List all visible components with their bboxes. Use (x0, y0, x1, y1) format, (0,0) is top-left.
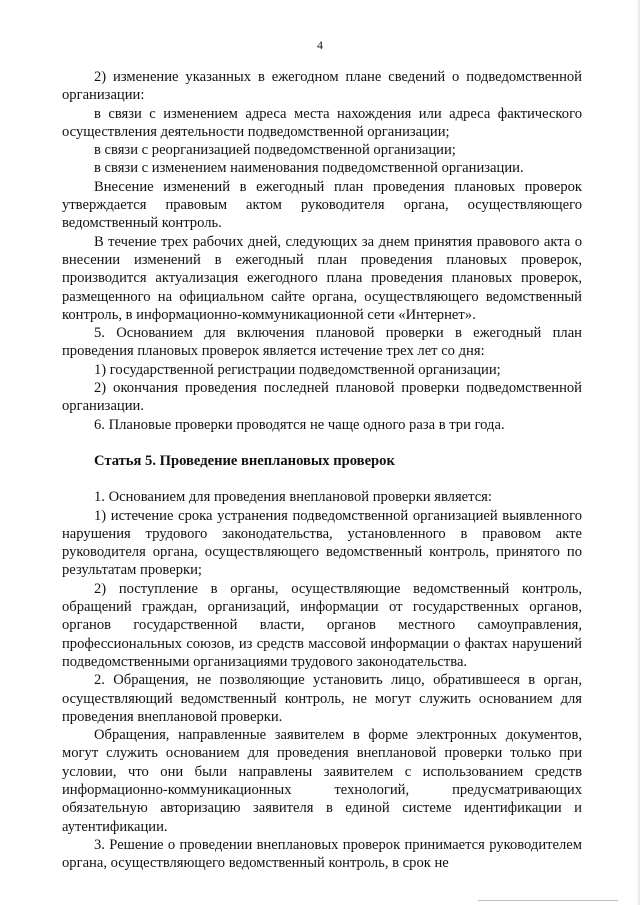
page-number: 4 (317, 38, 323, 52)
paragraph: 2) изменение указанных в ежегодном плане сведений о подведомственной организации: (62, 69, 582, 104)
paragraph: в связи с изменением наименования подведомственной организации. (94, 160, 524, 177)
scan-artifact-line (478, 900, 618, 901)
section-heading: Статья 5. Проведение внеплановых проверок (94, 452, 395, 469)
paragraph: 2) окончания проведения последней плановой проверки подведомственной организации. (62, 380, 582, 415)
paragraph: 2) поступление в органы, осуществляющие ведомственный контроль, обращений граждан, организаций, информации от государственных органов, органов государственной власти, органов местного самоуправления, профессиональных союзов, из средств массовой информации о фактах нарушений подведомственными организациями трудового законодательства. (62, 580, 582, 670)
document-body (62, 68, 582, 872)
paragraph: 5. Основанием для включения плановой проверки в ежегодный план проведения плановых проверок является истечение трех лет со дня: (62, 325, 582, 360)
paragraph: Внесение изменений в ежегодный план проведения плановых проверок утверждается правовым актом руководителя органа, осуществляющего ведомственный контроль. (62, 178, 582, 232)
paragraph: 6. Плановые проверки проводятся не чаще одного раза в три года. (94, 416, 505, 433)
paragraph: в связи с изменением адреса места нахождения или адреса фактического осуществления деятельности подведомственной организации; (62, 105, 582, 140)
paragraph: 2. Обращения, не позволяющие установить лицо, обратившееся в орган, осуществляющий ведомственный контроль, не могут служить основанием для проведения внеплановой проверки. (62, 672, 582, 725)
paragraph: 3. Решение о проведении внеплановых проверок принимается руководителем органа, осуществляющего ведомственный контроль, в срок не (62, 836, 582, 872)
paragraph: в связи с реорганизацией подведомственной организации; (94, 142, 456, 159)
paragraph: Обращения, направленные заявителем в форме электронных документов, могут служить основанием для проведения внеплановой проверки только при условии, что они были направлены заявителем с использованием средств информационно-коммуникационных технологий, предусматривающих обязательную авторизацию заявителя в единой системе идентификации и аутентификации. (62, 727, 582, 835)
scan-edge-shadow (636, 0, 640, 905)
paragraph: 1) истечение срока устранения подведомственной организацией выявленного нарушения трудового законодательства, установленного в правовом акте руководителя органа, осуществляющего ведомственный контроль, принятого по результатам проверки; (62, 507, 582, 579)
paragraph: 1. Основанием для проведения внеплановой проверки является: (94, 489, 492, 506)
paragraph: В течение трех рабочих дней, следующих за днем принятия правового акта о внесении изменений в ежегодный план проведения плановых проверок, производится актуализация ежегодного плана проведения плановых проверок, размещенного на официальном сайте органа, осуществляющего ведомственный контроль, в информационно-коммуникационной сети «Интернет». (62, 233, 582, 323)
paragraph: 1) государственной регистрации подведомственной организации; (94, 361, 501, 378)
